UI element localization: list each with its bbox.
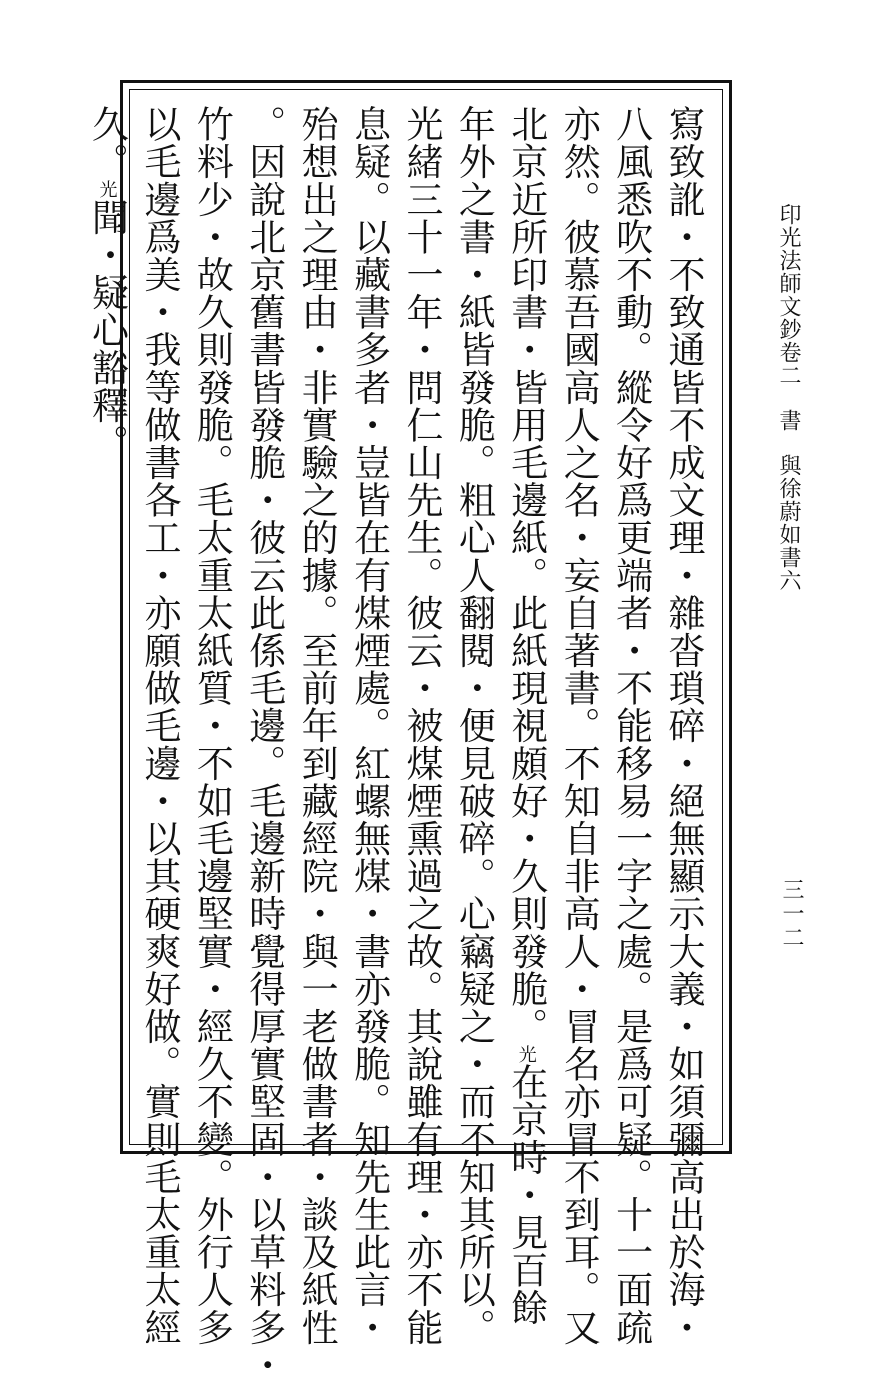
text-run: 息疑。以藏書多者・豈皆在有煤煙處。紅螺無煤・書亦發脆。知先生此言・ — [347, 105, 391, 1346]
text-column — [604, 105, 656, 1346]
text-run: 竹料少・故久則發脆。毛太重太紙質・不如毛邊堅實・經久不變。外行人多 — [190, 105, 234, 1346]
page-number: 三一二 — [779, 878, 804, 950]
text-run: 年外之書・紙皆發脆。粗心人翻閱・便見破碎。心竊疑之・而不知其所以。 — [452, 105, 496, 1346]
interlinear-self-reference-note: 光 — [515, 1045, 537, 1063]
running-head-letter-title: 與徐蔚如書六 — [776, 454, 801, 592]
text-column — [552, 105, 604, 1346]
text-run: 寫致訛・不致通皆不成文理・雜沓瑣碎・絕無顯示大義・如須彌高出於海・ — [662, 105, 705, 1346]
text-run: 光緒三十一年・問仁山先生。彼云・被煤煙熏過之故。其說雖有理・亦不能 — [399, 105, 443, 1346]
letter-body-text — [85, 105, 709, 1383]
text-run: 久。 — [85, 105, 129, 181]
text-column — [133, 105, 185, 1346]
text-run: 亦然。彼慕吾國高人之名・妄自著書。不知自非高人・冒名亦冒不到耳。又 — [557, 105, 601, 1346]
text-run: 聞・疑心豁釋。 — [85, 198, 129, 462]
text-column — [657, 105, 709, 1346]
text-frame — [85, 80, 732, 1383]
text-column — [342, 105, 394, 1346]
running-head-section: 書 — [776, 409, 801, 432]
running-head-book-title: 印光法師文鈔卷二 — [776, 203, 801, 387]
text-run: 在京時・見百餘 — [504, 1063, 548, 1327]
text-run: 。因說北京舊書皆發脆・彼云此係毛邊。毛邊新時覺得厚實堅固・以草料多・ — [242, 105, 286, 1383]
text-run: 殆想出之理由・非實驗之的據。至前年到藏經院・與一老做書者・談及紙性 — [295, 105, 339, 1346]
text-column — [395, 105, 447, 1346]
text-column — [237, 105, 289, 1383]
running-head — [776, 203, 800, 592]
text-run: 以毛邊爲美・我等做書各工・亦願做毛邊・以其硬爽好做。實則毛太重太經 — [137, 105, 181, 1346]
text-column — [290, 105, 342, 1346]
text-run: 北京近所印書・皆用毛邊紙。此紙現視頗好・久則發脆。 — [504, 105, 548, 1045]
text-column — [80, 105, 132, 1135]
text-column — [185, 105, 237, 1346]
interlinear-self-reference-note: 光 — [96, 180, 118, 199]
text-column — [447, 105, 499, 1346]
text-run: 八風悉吹不動。縱令好爲更端者・不能移易一字之處。是爲可疑。十一面疏 — [609, 105, 653, 1346]
text-column — [499, 105, 551, 1327]
